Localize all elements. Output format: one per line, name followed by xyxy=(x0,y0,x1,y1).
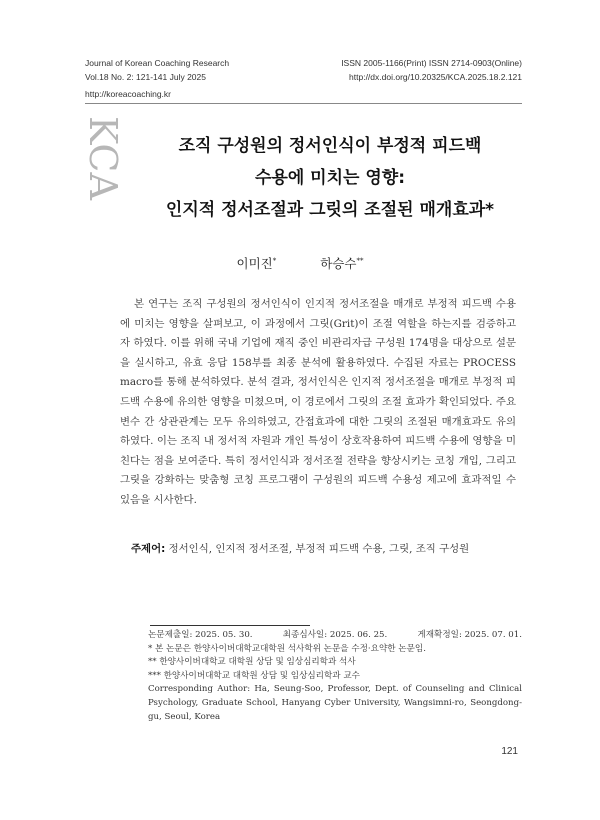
accepted-date: 게재확정일: 2025. 07. 01. xyxy=(417,630,522,640)
journal-header-left xyxy=(85,56,229,84)
paper-title xyxy=(120,130,540,226)
title-line-2: 수용에 미치는 영향: xyxy=(254,168,405,188)
kca-logo-text: KCA xyxy=(81,116,125,200)
journal-volume: Vol.18 No. 2: 121-141 July 2025 xyxy=(85,72,206,82)
abstract: 본 연구는 조직 구성원의 정서인식이 인지적 정서조절을 매개로 부정적 피드백 수용에 미치는 영향을 살펴보고, 이 과정에서 그릿(Grit)이 조절 역할을 하는지를 검증하고자 하였다. 이를 위해 국내 기업에 재직 중인 비관리자급 구성원 174명을 대상으로 설문을 실시하고, 유효 응답 158부를 최종 분석에 활용하였다. 수집된 자료는 PROCESS macro를 통해 분석하였다. 분석 결과, 정서인식은 인지적 정서조절을 매개로 부정적 피드백 수용에 유의한 영향을 미쳤으며, 이 경로에서 그릿의 조절 효과가 확인되었다. 주요 변수 간 상관관계는 모두 유의하였고, 간접효과에 대한 그릿의 조절된 매개효과도 유의하였다. 이는 조직 내 정서적 자원과 개인 특성이 상호작용하여 피드백 수용에 영향을 미친다는 점을 보여준다. 특히 정서인식과 정서조절 전략을 향상시키는 코칭 개입, 그리고 그릿을 강화하는 맞춤형 코칭 프로그램이 구성원의 피드백 수용성 제고에 효과적일 수 있음을 시사한다. xyxy=(120,298,516,506)
corresponding-author: Corresponding Author: Ha, Seung-Soo, Professor, Dept. of Counseling and Clinical Psychology, Graduate School, Hanyang Cyber University, Wangsimni-ro, Seongdong-gu, Seoul, Korea xyxy=(148,684,522,722)
keywords-label: 주제어: xyxy=(131,543,166,555)
keywords xyxy=(131,540,521,558)
page-number: 121 xyxy=(501,746,518,757)
keywords-text: 정서인식, 인지적 정서조절, 부정적 피드백 수용, 그릿, 조직 구성원 xyxy=(168,543,470,555)
author-list xyxy=(0,254,600,272)
journal-doi: http://dx.doi.org/10.20325/KCA.2025.18.2.121 xyxy=(349,72,522,82)
reviewed-date: 최종심사일: 2025. 06. 25. xyxy=(282,630,388,640)
title-line-1: 조직 구성원의 정서인식이 부정적 피드백 xyxy=(178,136,482,156)
footnote-3: *** 한양사이버대학교 대학원 상담 및 임상심리학과 교수 xyxy=(148,670,360,681)
journal-header-right xyxy=(341,56,522,84)
footnotes xyxy=(148,629,522,724)
author-2: 하승수** xyxy=(320,256,364,271)
author-1: 이미진* xyxy=(236,256,277,271)
submission-dates xyxy=(148,629,522,643)
journal-issn: ISSN 2005-1166(Print) ISSN 2714-0903(Online) xyxy=(341,58,522,68)
received-date: 논문제출일: 2025. 05. 30. xyxy=(148,630,253,640)
journal-url[interactable]: http://koreacoaching.kr xyxy=(85,89,171,99)
header-divider xyxy=(85,103,522,104)
journal-name: Journal of Korean Coaching Research xyxy=(85,58,230,68)
footnote-divider xyxy=(150,625,310,626)
title-line-3: 인지적 정서조절과 그릿의 조절된 매개효과* xyxy=(165,200,495,220)
footnote-1: * 본 논문은 한양사이버대학교대학원 석사학위 논문을 수정·요약한 논문임. xyxy=(148,643,426,654)
footnote-2: ** 한양사이버대학교 대학원 상담 및 임상심리학과 석사 xyxy=(148,657,356,668)
